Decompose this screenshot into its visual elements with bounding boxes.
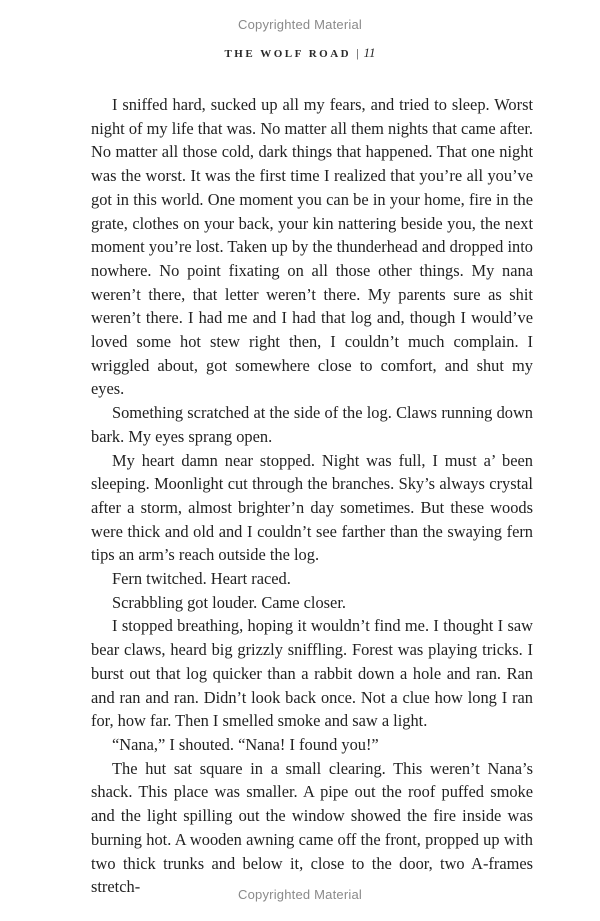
copyright-watermark-bottom: Copyrighted Material <box>238 887 362 902</box>
paragraph: “Nana,” I shouted. “Nana! I found you!” <box>112 734 379 754</box>
paragraph: I sniffed hard, sucked up all my fears, and tried to sleep. Worst night of my life that was. No matter all them nights that came after. No matter all those cold, dark things that happened. That one night was the worst. It was the first time I realized that you’re all you’ve got in this world. One moment you can be in your home, fire in the grate, clothes on your back, your kin nattering beside you, the next moment you’re lost. Taken up by the thunderhead and dropped into nowhere. No point fixating on all those other things. My nana weren’t there, that letter weren’t there. My parents sure as shit weren’t there. I had me and I had that log and, though I would’ve loved some hot stew right then, I couldn’t much complain. I wriggled about, got somewhere close to comfort, and shut my eyes. <box>91 95 533 399</box>
copyright-watermark-top: Copyrighted Material <box>238 17 362 32</box>
paragraph: Scrabbling got louder. Came closer. <box>112 592 346 612</box>
paragraph: Fern twitched. Heart raced. <box>112 569 291 589</box>
page-number: 11 <box>363 45 376 60</box>
running-head <box>0 45 600 61</box>
header-separator: | <box>356 46 359 60</box>
body-text <box>91 93 533 899</box>
paragraph: The hut sat square in a small clearing. This weren’t Nana’s shack. This place was smaller. A pipe out the roof puffed smoke and the light spilling out the window showed the fire inside was burning hot. A wooden awning came off the front, propped up with two thick trunks and below it, close to the door, two A-frames stretch- <box>91 758 533 897</box>
paragraph: Something scratched at the side of the log. Claws running down bark. My eyes sprang open. <box>91 403 533 446</box>
book-title: THE WOLF ROAD <box>224 48 352 60</box>
paragraph: My heart damn near stopped. Night was full, I must a’ been sleeping. Moonlight cut through the branches. Sky’s always crystal after a storm, almost brighter’n day sometimes. But these woods were thick and old and I couldn’t see farther than the swaying fern tips an arm’s reach outside the log. <box>91 450 533 565</box>
paragraph: I stopped breathing, hoping it wouldn’t find me. I thought I saw bear claws, heard big grizzly sniffling. Forest was playing tricks. I burst out that log quicker than a rabbit down a hole and ran. Ran and ran and ran. Didn’t look back once. Not a clue how long I ran for, how far. Then I smelled smoke and saw a light. <box>91 616 533 731</box>
